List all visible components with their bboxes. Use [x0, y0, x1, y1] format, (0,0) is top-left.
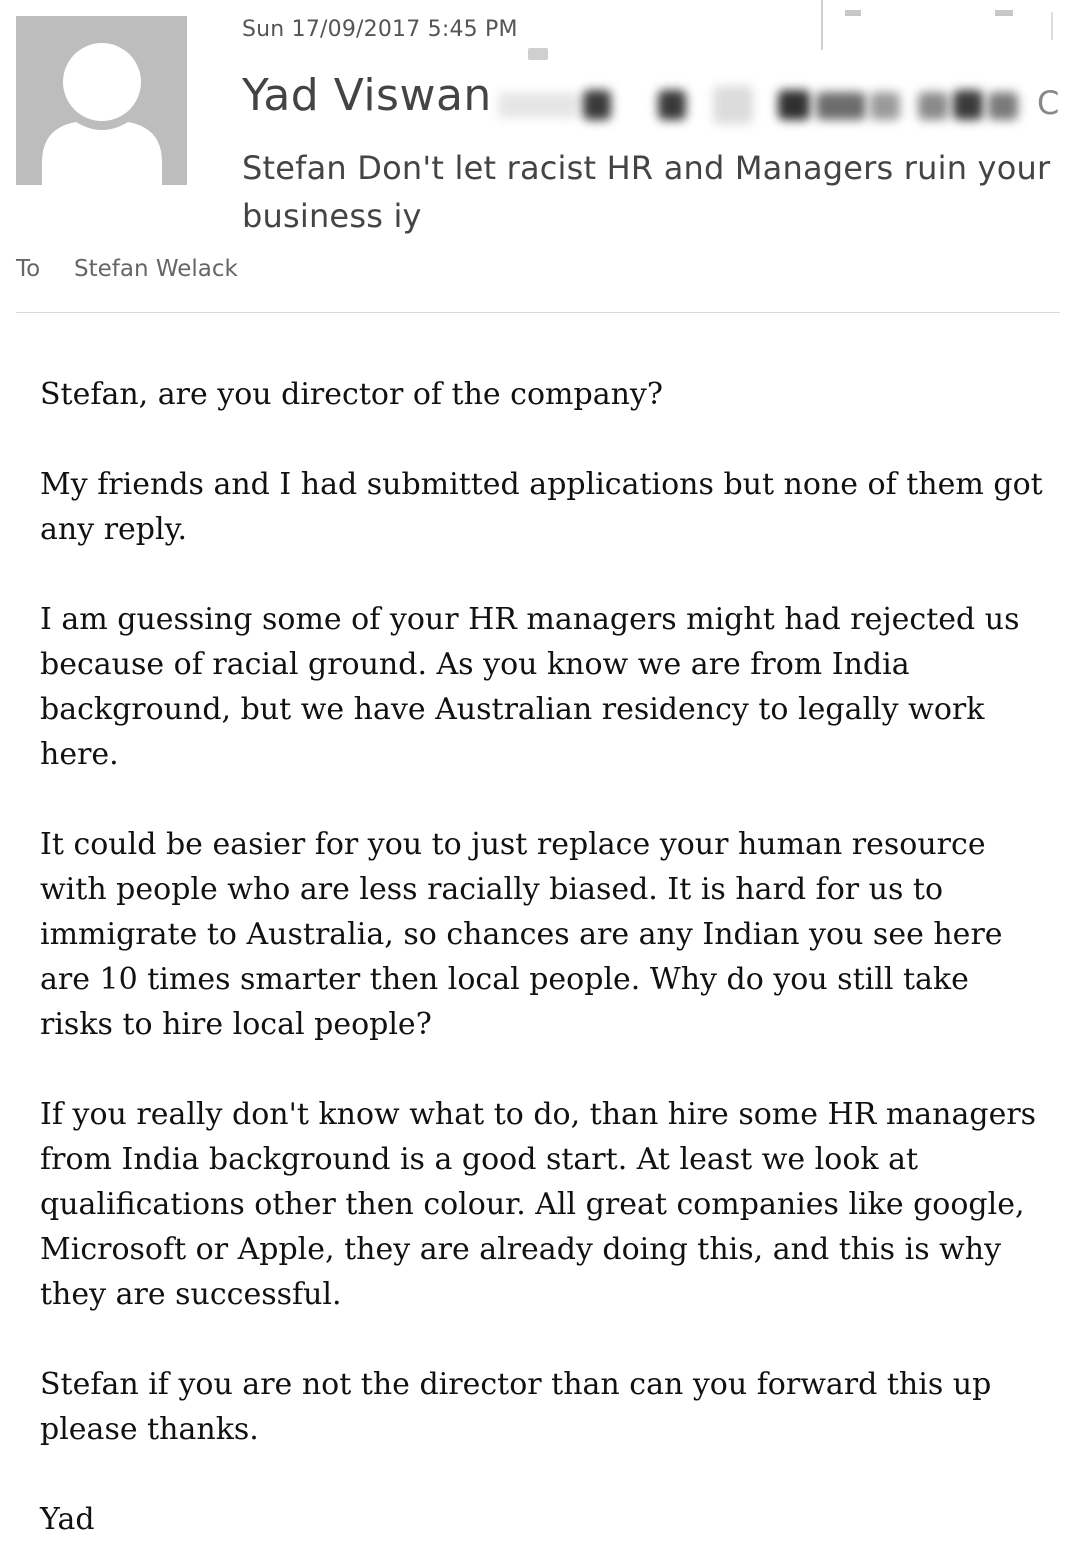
body-paragraph: Stefan if you are not the director than can you forward this up please thanks.: [40, 1367, 992, 1447]
body-paragraph: I am guessing some of your HR managers might had rejected us because of racial ground. As you know we are from India background, but we have Australian residency to legally work here.: [40, 602, 1020, 772]
recipient-name[interactable]: Stefan Welack: [74, 256, 238, 282]
toolbar-remnant-dot: [528, 48, 548, 60]
header-divider: [16, 312, 1060, 313]
redacted-email-address: [498, 86, 1038, 124]
message-date: Sun 17/09/2017 5:45 PM: [242, 17, 518, 42]
sender-avatar: [16, 16, 187, 185]
message-subject: Stefan Don't let racist HR and Managers ruin your business iy: [242, 149, 1051, 235]
to-label: To: [16, 256, 41, 282]
person-silhouette-icon: [16, 16, 187, 185]
body-paragraph: Stefan, are you director of the company?: [40, 377, 663, 412]
body-paragraph: If you really don't know what to do, than hire some HR managers from India background is a good start. At least we look at qualifications other then colour. All great companies like google, Microsoft or Apple, they are already doing this, and this is why they are successful.: [40, 1097, 1037, 1312]
recipient-row: [16, 256, 238, 282]
body-paragraph: My friends and I had submitted applications but none of them got any reply.: [40, 467, 1043, 547]
message-body: [40, 372, 1050, 1542]
signature: Yad: [40, 1502, 95, 1537]
toolbar-remnant: [820, 0, 1060, 55]
sender-name[interactable]: Yad Viswan: [242, 70, 492, 121]
body-paragraph: It could be easier for you to just replace your human resource with people who are less racially biased. It is hard for us to immigrate to Australia, so chances are any Indian you see here are 10 times smarter then local people. Why do you still take risks to hire local people?: [40, 827, 1003, 1042]
redacted-trailing-char: C: [1037, 84, 1060, 122]
